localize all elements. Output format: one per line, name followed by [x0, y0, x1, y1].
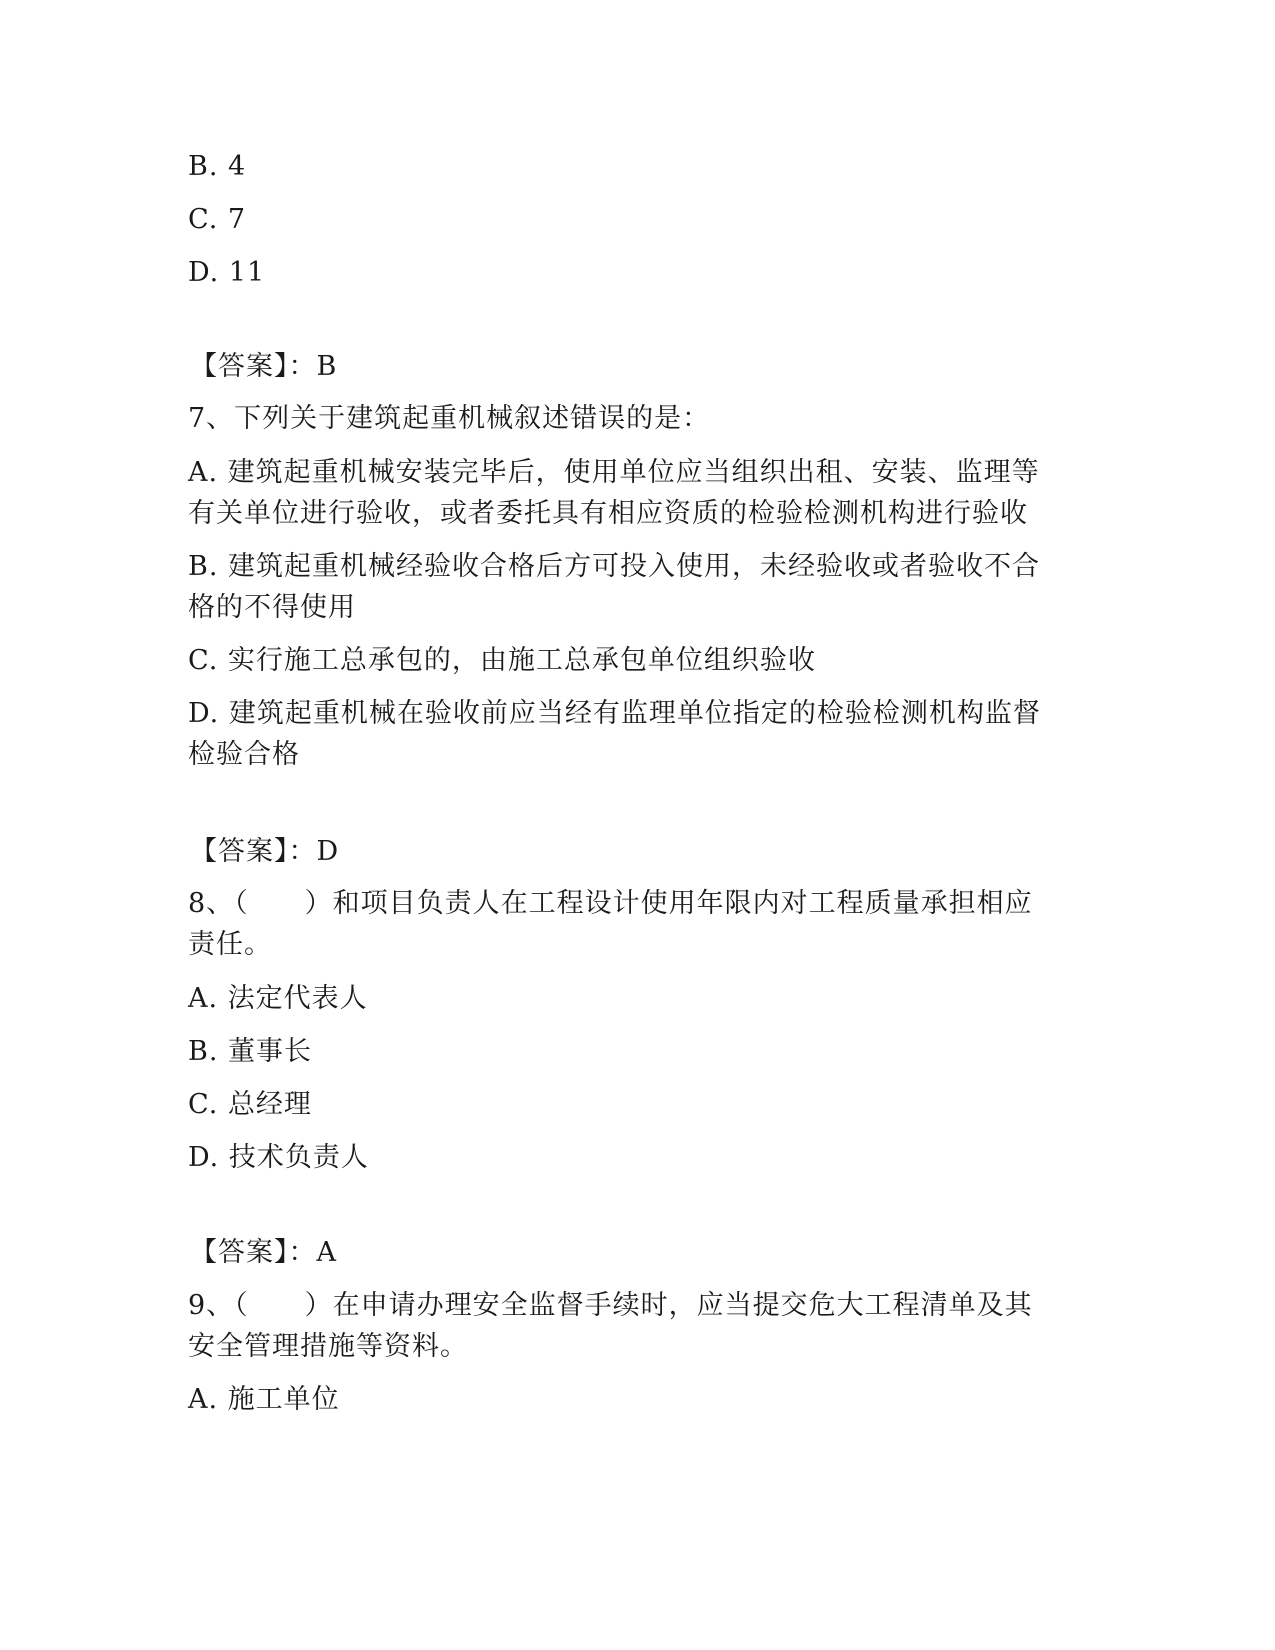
- q8-option-b: B. 董事长: [188, 1036, 313, 1067]
- q7-option-c: C. 实行施工总承包的，由施工总承包单位组织验收: [188, 645, 816, 676]
- q8-stem-line2: 责任。: [188, 929, 272, 960]
- q7-stem: 7、下列关于建筑起重机械叙述错误的是：: [188, 403, 711, 434]
- q8-option-d: D. 技术负责人: [188, 1142, 369, 1173]
- q7-option-b-line1: B. 建筑起重机械经验收合格后方可投入使用，未经验收或者验收不合: [188, 551, 1041, 582]
- q7-option-a-line2: 有关单位进行验收，或者委托具有相应资质的检验检测机构进行验收: [188, 498, 1028, 529]
- q7-option-d-line2: 检验合格: [188, 739, 300, 770]
- q6-option-b: B. 4: [188, 151, 247, 182]
- q7-answer: 【答案】：D: [190, 836, 340, 867]
- q9-stem-line2: 安全管理措施等资料。: [188, 1331, 468, 1362]
- q8-option-c: C. 总经理: [188, 1089, 312, 1120]
- q6-option-d: D. 11: [188, 257, 266, 288]
- q7-option-b-line2: 格的不得使用: [188, 592, 356, 623]
- q7-option-d-line1: D. 建筑起重机械在验收前应当经有监理单位指定的检验检测机构监督: [188, 698, 1041, 729]
- q8-option-a: A. 法定代表人: [188, 983, 368, 1014]
- q6-option-c: C. 7: [188, 204, 247, 235]
- q6-answer: 【答案】：B: [190, 351, 338, 382]
- q9-option-a: A. 施工单位: [188, 1384, 340, 1415]
- q7-option-a-line1: A. 建筑起重机械安装完毕后，使用单位应当组织出租、安装、监理等: [188, 457, 1040, 488]
- q8-answer: 【答案】：A: [190, 1237, 337, 1268]
- q9-stem-line1: 9、（ ）在申请办理安全监督手续时，应当提交危大工程清单及其: [188, 1290, 1033, 1321]
- q8-stem-line1: 8、（ ）和项目负责人在工程设计使用年限内对工程质量承担相应: [188, 888, 1033, 919]
